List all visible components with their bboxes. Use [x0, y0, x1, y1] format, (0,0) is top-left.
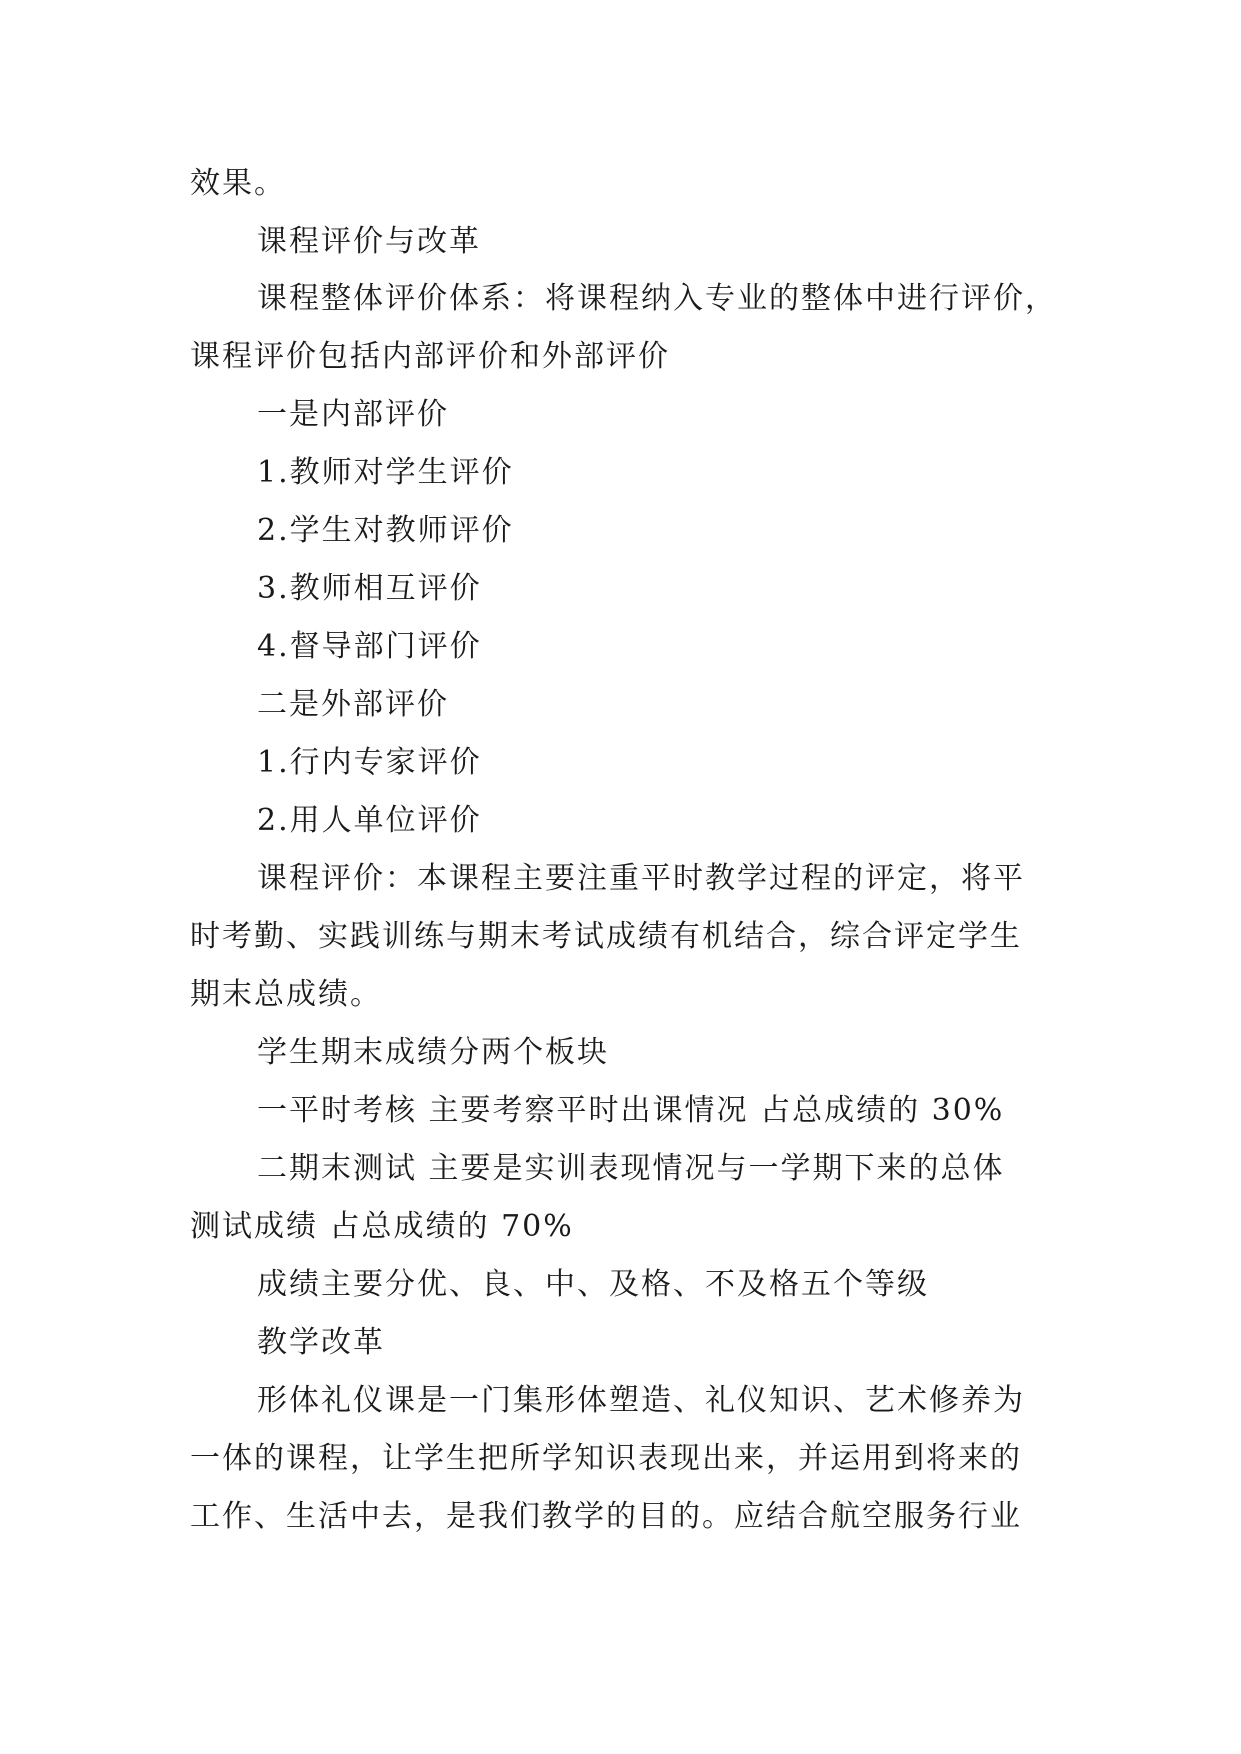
list-item: 1.教师对学生评价 [257, 455, 514, 490]
paragraph-line: 课程评价：本课程主要注重平时教学过程的评定，将平 [257, 861, 1025, 896]
paragraph-line: 二期末测试 主要是实训表现情况与一学期下来的总体 [257, 1151, 1005, 1186]
list-heading: 一是内部评价 [257, 397, 449, 432]
list-item: 2.学生对教师评价 [257, 513, 514, 548]
paragraph-line: 学生期末成绩分两个板块 [257, 1035, 609, 1070]
section-heading: 课程评价与改革 [257, 224, 481, 259]
list-item: 1.行内专家评价 [257, 745, 482, 780]
paragraph-line: 一平时考核 主要考察平时出课情况 占总成绩的 30% [257, 1093, 1005, 1128]
list-item: 2.用人单位评价 [257, 803, 482, 838]
section-heading: 教学改革 [257, 1325, 385, 1360]
paragraph-line: 效果。 [190, 166, 286, 201]
paragraph-line: 课程评价包括内部评价和外部评价 [190, 339, 670, 374]
paragraph-line: 时考勤、实践训练与期末考试成绩有机结合，综合评定学生 [190, 919, 1022, 954]
list-heading: 二是外部评价 [257, 687, 449, 722]
paragraph-line: 成绩主要分优、良、中、及格、不及格五个等级 [257, 1267, 929, 1302]
paragraph-line: 一体的课程，让学生把所学知识表现出来，并运用到将来的 [190, 1441, 1022, 1476]
paragraph-line: 工作、生活中去，是我们教学的目的。应结合航空服务行业 [190, 1499, 1022, 1534]
paragraph-line: 测试成绩 占总成绩的 70% [190, 1209, 574, 1244]
list-item: 4.督导部门评价 [257, 629, 482, 664]
paragraph-line: 课程整体评价体系：将课程纳入专业的整体中进行评价， [257, 281, 1057, 316]
list-item: 3.教师相互评价 [257, 571, 482, 606]
paragraph-line: 期末总成绩。 [190, 977, 382, 1012]
paragraph-line: 形体礼仪课是一门集形体塑造、礼仪知识、艺术修养为 [257, 1383, 1025, 1418]
